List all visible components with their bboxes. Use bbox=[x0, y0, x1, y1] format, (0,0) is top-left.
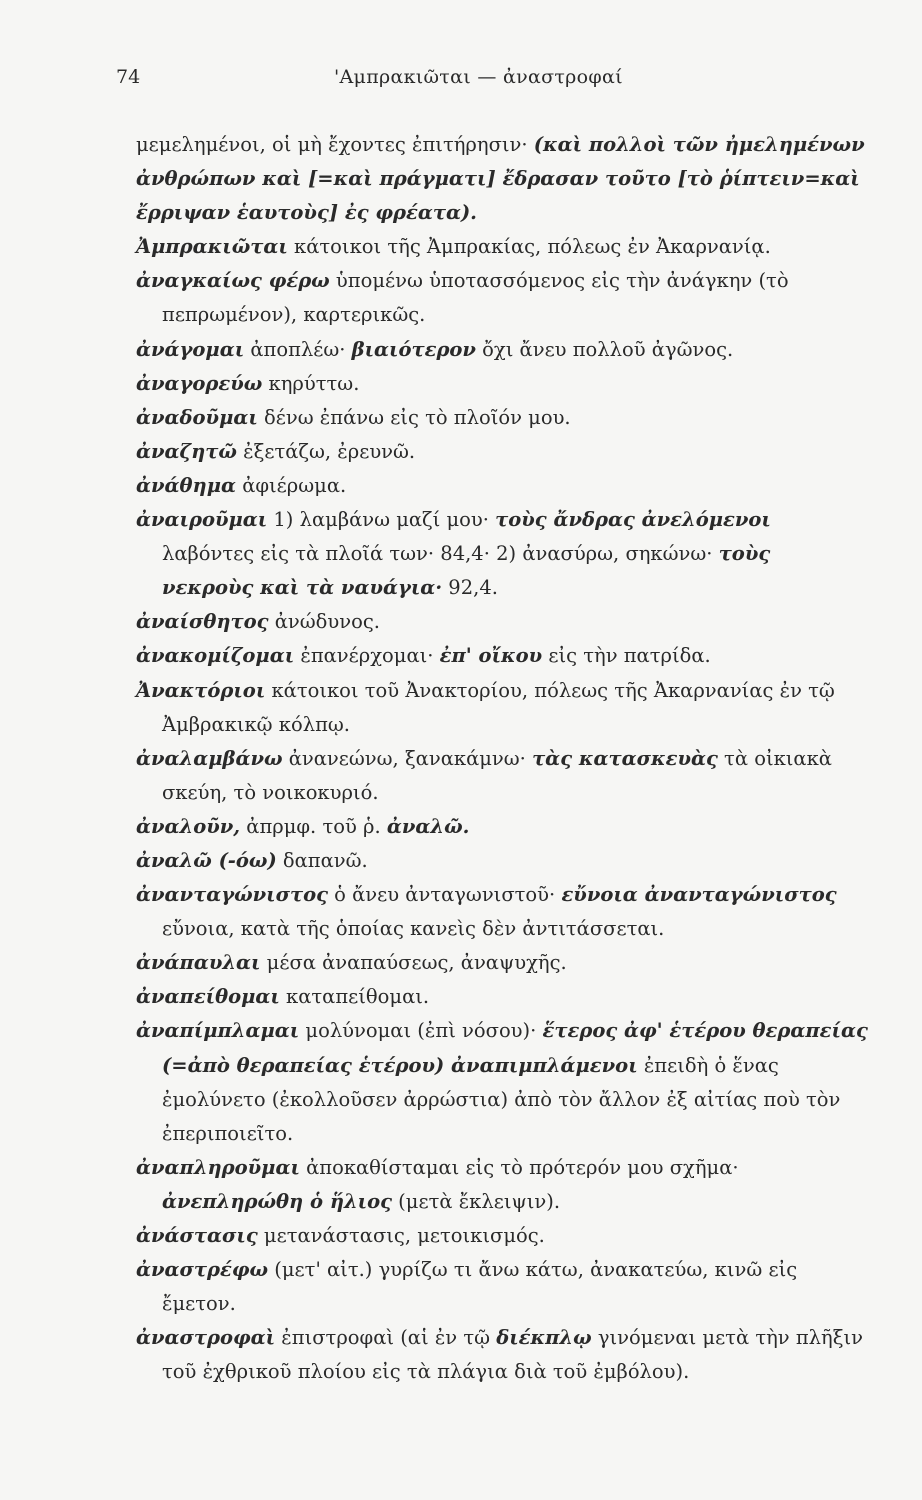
entry-headword: ἀνανταγώνιστος bbox=[136, 883, 328, 907]
glossary-body bbox=[136, 128, 868, 1389]
entry-headword: ἀναιροῦμαι bbox=[136, 508, 268, 532]
entry-definition: ἀποκαθίσταμαι εἰς τὸ πρότερόν μου σχῆμα· bbox=[299, 1155, 739, 1179]
entry-definition: δαπανῶ. bbox=[276, 848, 368, 872]
entry-headword: ἀνακομίζομαι bbox=[136, 644, 295, 668]
entry-quotation: διέκπλῳ bbox=[496, 1326, 592, 1350]
glossary-entry bbox=[136, 1219, 868, 1253]
glossary-entry bbox=[136, 674, 868, 742]
glossary-entry bbox=[136, 980, 868, 1014]
glossary-entry bbox=[136, 1321, 868, 1389]
glossary-entry bbox=[136, 810, 868, 844]
entry-headword: ἀναίσθητος bbox=[136, 610, 269, 634]
glossary-entry bbox=[136, 1151, 868, 1219]
entry-quotation: τὰς κατασκευὰς bbox=[532, 746, 718, 770]
entry-definition: κάτοικοι τῆς Ἀμπρακίας, πόλεως ἐν Ἀκαρνανίᾳ. bbox=[287, 235, 771, 259]
entry-definition: δένω ἐπάνω εἰς τὸ πλοῖόν μου. bbox=[257, 405, 571, 429]
entry-headword: Ἀνακτόριοι bbox=[136, 678, 266, 702]
running-head: 'Αμπρακιῶται — ἀναστροφαί bbox=[334, 66, 623, 88]
glossary-entry bbox=[136, 946, 868, 980]
entry-definition: λαβόντες εἰς τὰ πλοῖά των· 84,4· 2) ἀνασύρω, σηκώνω· bbox=[162, 542, 719, 566]
entry-headword: ἀνάστασις bbox=[136, 1224, 258, 1247]
entry-definition: ἀποπλέω· bbox=[244, 337, 352, 361]
glossary-entry bbox=[136, 264, 868, 332]
entry-headword: Ἀμπρακιῶται bbox=[136, 235, 288, 259]
entry-headword: ἀναπληροῦμαι bbox=[136, 1155, 300, 1179]
entry-definition: καταπείθομαι. bbox=[279, 985, 430, 1009]
glossary-entry bbox=[136, 742, 868, 810]
entry-definition: γινόμεναι μετὰ τὴν πλῆξιν τοῦ ἐχθρικοῦ πλοίου εἰς τὰ πλάγια διὰ τοῦ ἐμβόλου). bbox=[162, 1326, 863, 1384]
entry-headword: ἀνάπαυλαι bbox=[136, 951, 261, 975]
entry-quotation: τοὺς νεκροὺς καὶ τὰ ναυάγια· bbox=[162, 542, 771, 600]
glossary-entry bbox=[136, 1253, 868, 1321]
entry-headword: ἀναλῶ (-όω) bbox=[136, 848, 277, 872]
glossary-entry bbox=[136, 401, 868, 435]
glossary-entry bbox=[136, 503, 868, 605]
entry-quotation: ἀναλῶ. bbox=[386, 814, 470, 838]
entry-headword: ἀναγκαίως φέρω bbox=[136, 269, 330, 293]
entry-definition: ἐπανέρχομαι· bbox=[294, 644, 440, 668]
entry-definition: ὁ ἄνευ ἀνταγωνιστοῦ· bbox=[327, 883, 562, 907]
entry-quotation: τοὺς ἄνδρας ἀνελόμενοι bbox=[495, 508, 771, 532]
entry-definition: μολύνομαι (ἐπὶ νόσου)· bbox=[299, 1019, 543, 1043]
glossary-entry bbox=[136, 878, 868, 946]
entry-headword: ἀναπείθομαι bbox=[136, 985, 280, 1009]
glossary-entry bbox=[136, 844, 868, 878]
entry-definition: μεμελημένοι, οἱ μὴ ἔχοντες ἐπιτήρησιν· bbox=[136, 133, 534, 156]
entry-definition: ἀπρμφ. τοῦ ῥ. bbox=[240, 814, 387, 838]
entry-headword: ἀναπίμπλαμαι bbox=[136, 1019, 300, 1043]
entry-definition: ὄχι ἄνευ πολλοῦ ἀγῶνος. bbox=[475, 337, 734, 361]
entry-definition: μετανάστασις, μετοικισμός. bbox=[257, 1224, 545, 1247]
entry-definition: τὰ οἰκιακὰ σκεύη, τὸ νοικοκυριό. bbox=[162, 746, 832, 804]
entry-headword: ἀναλαμβάνω bbox=[136, 746, 283, 770]
entry-headword: ἀνάγομαι bbox=[136, 337, 245, 361]
page-number: 74 bbox=[116, 66, 141, 88]
entry-definition: (μετὰ ἔκλειψιν). bbox=[391, 1189, 561, 1213]
entry-quotation: ἀνεπληρώθη ὁ ἥλιος bbox=[162, 1189, 392, 1213]
entry-quotation: βιαιότερον bbox=[351, 337, 476, 361]
entry-definition: ἀφιέρωμα. bbox=[236, 473, 347, 497]
entry-headword: ἀναλοῦν, bbox=[136, 814, 241, 838]
entry-quotation: (καὶ πολλοὶ τῶν ἠμελημένων ἀνθρώπων καὶ [=καὶ πράγματι] ἔδρασαν τοῦτο [τὸ ῥίπτειν=καὶ ἔρριψαν ἑαυτοὺς] ἐς φρέατα). bbox=[136, 133, 865, 225]
glossary-entry bbox=[136, 435, 868, 469]
glossary-entry bbox=[136, 333, 868, 367]
entry-headword: ἀναδοῦμαι bbox=[136, 405, 258, 429]
continued-entry bbox=[136, 128, 868, 230]
entry-headword: ἀναστροφαὶ bbox=[136, 1326, 276, 1350]
glossary-entry bbox=[136, 469, 868, 503]
entry-definition: εὔνοια, κατὰ τῆς ὁποίας κανεὶς δὲν ἀντιτάσσεται. bbox=[162, 917, 665, 941]
entry-definition: (μετ' αἰτ.) γυρίζω τι ἄνω κάτω, ἀνακατεύω, κινῶ εἰς ἔμετον. bbox=[162, 1258, 798, 1316]
entry-definition: ἐπιστροφαὶ (αἱ ἐν τῷ bbox=[275, 1326, 497, 1350]
glossary-entry bbox=[136, 230, 868, 264]
glossary-entry bbox=[136, 605, 868, 639]
entry-definition: μέσα ἀναπαύσεως, ἀναψυχῆς. bbox=[260, 951, 567, 975]
entry-definition: ἐπειδὴ ὁ ἕνας ἐμολύνετο (ἐκολλοῦσεν ἀρρώστια) ἀπὸ τὸν ἄλλον ἐξ αἰτίας ποὺ τὸν ἐπεριποιεῖτο. bbox=[162, 1053, 841, 1145]
entry-headword: ἀναγορεύω bbox=[136, 371, 263, 395]
entry-definition: κάτοικοι τοῦ Ἀνακτορίου, πόλεως τῆς Ἀκαρνανίας ἐν τῷ Ἀμβρακικῷ κόλπῳ. bbox=[162, 678, 835, 736]
entry-quotation: εὔνοια ἀνανταγώνιστος bbox=[561, 883, 837, 907]
entry-definition: εἰς τὴν πατρίδα. bbox=[542, 644, 711, 668]
entry-definition: 92,4. bbox=[442, 576, 498, 600]
glossary-entry bbox=[136, 639, 868, 673]
page-header bbox=[116, 66, 816, 102]
entry-definition: ἀνώδυνος. bbox=[268, 610, 380, 634]
entry-definition: ἐξετάζω, ἐρευνῶ. bbox=[236, 439, 416, 463]
entry-headword: ἀναστρέφω bbox=[136, 1258, 269, 1282]
glossary-entry bbox=[136, 367, 868, 401]
entry-headword: ἀνάθημα bbox=[136, 473, 237, 497]
entry-definition: ἀνανεώνω, ξανακάμνω· bbox=[282, 746, 533, 770]
entry-quotation: ἕτερος ἀφ' ἑτέρου θεραπείας (=ἀπὸ θεραπείας ἑτέρου) ἀναπιμπλάμενοι bbox=[162, 1019, 868, 1077]
entry-definition: ὑπομένω ὑποτασσόμενος εἰς τὴν ἀνάγκην (τὸ πεπρωμένον), καρτερικῶς. bbox=[162, 269, 789, 327]
entry-quotation: ἐπ' οἴκου bbox=[439, 644, 543, 668]
glossary-entry bbox=[136, 1014, 868, 1150]
entry-definition: 1) λαμβάνω μαζί μου· bbox=[267, 508, 496, 532]
entry-definition: κηρύττω. bbox=[262, 371, 360, 395]
entry-headword: ἀναζητῶ bbox=[136, 439, 237, 463]
